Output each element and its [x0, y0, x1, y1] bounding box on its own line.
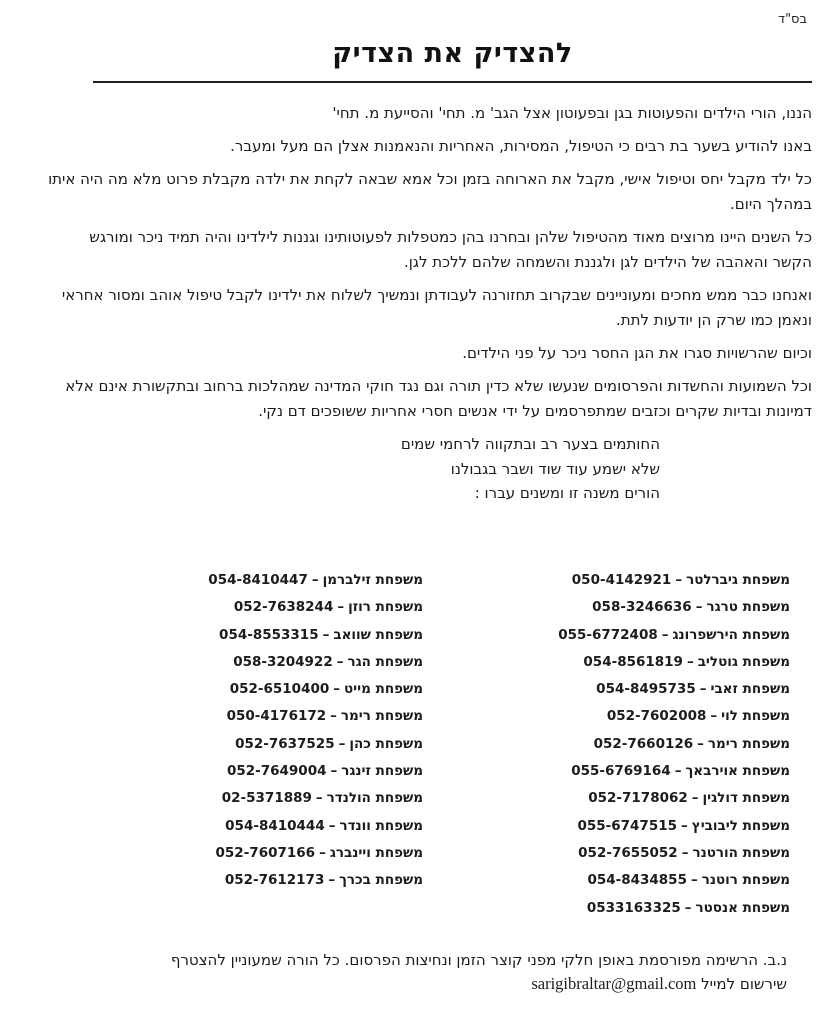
separator-dash: –	[338, 735, 346, 752]
family-name: משפחת רוזן	[348, 599, 423, 616]
family-entry	[558, 813, 790, 840]
family-phone: 052-7612173	[224, 872, 325, 889]
family-entry	[208, 758, 423, 785]
family-name: משפחת מייט	[344, 681, 423, 698]
family-name: משפחת לוי	[721, 708, 790, 725]
bsd-header: בס"ד	[777, 12, 807, 27]
family-phone: 054-8553315	[219, 626, 319, 643]
family-phone: 054-8410447	[208, 572, 308, 588]
family-phone: 050-4176172	[226, 708, 327, 725]
family-entry	[208, 703, 423, 730]
separator-dash: –	[697, 735, 704, 752]
signature-block	[45, 432, 812, 506]
family-phone: 054-8410444	[225, 817, 325, 834]
separator-dash: –	[681, 844, 689, 861]
family-phone: 058-3204922	[233, 653, 333, 670]
separator-dash: –	[322, 626, 330, 643]
family-entry	[558, 703, 790, 730]
separator-dash: –	[337, 599, 345, 616]
document-header	[93, 36, 812, 83]
families-list	[0, 567, 840, 927]
letter-paragraph: ואנחנו כבר ממש מחכים ומעוניינים שבקרוב תחזורנה לעבודתן ונמשיך לשלוח את ילדינו לקבל טיפול אוהב ומסור אחראי ונאמן כמו שרק הן יודעות לתת.	[61, 286, 812, 329]
family-name: משפחת שוואב	[333, 626, 423, 643]
family-entry	[558, 840, 790, 867]
paragraphs-section	[45, 101, 812, 424]
separator-dash: –	[336, 653, 344, 670]
separator-dash: –	[710, 708, 718, 725]
letter-paragraph: הננו, הורי הילדים והפעוטות בגן ובפעוטון אצל הגב' מ. תחי' והסייעת מ. תחי'	[332, 104, 812, 122]
family-name: משפחת רוטנר	[701, 872, 790, 889]
family-phone: 054-8495735	[596, 681, 696, 698]
letter-paragraph: וכיום שהרשויות סגרו את הגן החסר ניכר על פני הילדים.	[462, 344, 812, 362]
family-phone: 050-4142921	[571, 572, 672, 588]
family-name: משפחת הגר	[347, 653, 423, 670]
separator-dash: –	[328, 872, 336, 889]
family-entry	[208, 594, 423, 621]
family-phone: 055-6747515	[577, 817, 678, 834]
family-entry	[558, 867, 790, 894]
family-entry	[208, 567, 423, 594]
separator-dash: –	[675, 572, 683, 588]
family-entry	[208, 813, 423, 840]
separator-dash: –	[328, 817, 336, 834]
footer-line1: נ.ב. הרשימה מפורסמת באופן חלקי מפני קוצר הזמן ונחיצות הפרסום. כל הורה שמעוניין להצטרף	[170, 951, 787, 969]
separator-dash: –	[674, 763, 682, 780]
family-entry	[208, 867, 423, 894]
family-entry	[558, 567, 790, 594]
families-column-left	[208, 567, 423, 895]
separator-dash: –	[691, 790, 699, 807]
separator-dash: –	[695, 599, 703, 616]
family-entry	[558, 649, 790, 676]
family-phone: 054-8434855	[587, 872, 687, 889]
family-name: משפחת הולנדר	[326, 790, 423, 807]
family-name: משפחת דולגין	[702, 790, 790, 807]
signature-line: שלא ישמע עוד שוד ושבר בגבולנו	[450, 459, 660, 478]
family-entry	[558, 622, 790, 649]
families-column-right	[558, 567, 790, 922]
family-phone: 054-8561819	[583, 653, 683, 670]
family-entry	[558, 895, 790, 922]
separator-dash: –	[333, 681, 341, 698]
family-name: משפחת זינגר	[341, 763, 423, 780]
family-name: משפחת וונדר	[339, 817, 423, 834]
family-name: משפחת זאבי	[710, 681, 790, 698]
separator-dash: –	[330, 763, 338, 780]
family-phone: 02-5371889	[221, 790, 312, 807]
family-name: משפחת גיברלטר	[686, 572, 790, 588]
footer-line2	[40, 972, 787, 996]
family-phone: 052-7637525	[235, 735, 335, 752]
family-entry	[558, 676, 790, 703]
family-name: משפחת כהן	[349, 735, 423, 752]
letter-body	[45, 101, 812, 506]
signature-line: הורים משנה זו ומשנים עברו :	[474, 484, 660, 502]
separator-dash: –	[684, 899, 692, 916]
family-name: משפחת ליבוביץ	[691, 817, 790, 834]
family-name: משפחת טרגר	[706, 599, 790, 616]
family-name: משפחת הירשפרונג	[672, 626, 790, 643]
signature-line: החותמים בצער רב ובתקווה לרחמי שמים	[400, 435, 660, 453]
separator-dash: –	[330, 708, 337, 725]
family-name: משפחת בכרך	[339, 872, 423, 889]
letter-paragraph: וכל השמועות והחשדות והפרסומים שנעשו שלא כדין תורה וגם נגד חוקי המדינה שמהלכות ברחוב ובתקשורת אינם אלא דמיונות ובדיות שקרים וכזבים שמתפרסמים על ידי אנשים חסרי אחריות ששופכים דם נקי.	[65, 377, 812, 420]
family-phone: 052-7649004	[226, 763, 327, 780]
footer-note	[40, 949, 787, 996]
separator-dash: –	[681, 817, 688, 834]
family-phone: 055-6769164	[571, 763, 671, 780]
family-name: משפחת ויינברג	[329, 844, 423, 861]
separator-dash: –	[686, 653, 694, 670]
family-entry	[208, 731, 423, 758]
family-phone: 0533163325	[586, 899, 681, 916]
separator-dash: –	[315, 790, 323, 807]
family-name: משפחת אנסטר	[695, 899, 790, 916]
family-name: משפחת רימר	[340, 708, 423, 725]
separator-dash: –	[690, 872, 698, 889]
family-phone: 052-7602008	[606, 708, 707, 725]
footer-register-text: שירשום למייל	[701, 975, 787, 993]
family-phone: 055-6772408	[558, 626, 658, 643]
family-name: משפחת גוטליב	[697, 653, 790, 670]
family-entry	[208, 649, 423, 676]
family-entry	[558, 731, 790, 758]
letter-paragraph: כל ילד מקבל יחס וטיפול אישי, מקבל את הארוחה בזמן וכל אמא שבאה לקחת את ילדה מקבלת פרוט מלא מה היה איתו במהלך היום.	[48, 170, 812, 213]
family-name: משפחת זילברמן	[322, 572, 423, 588]
separator-dash: –	[699, 681, 707, 698]
family-phone: 052-7660126	[593, 735, 694, 752]
family-entry	[208, 622, 423, 649]
footer-email: sarigibraltar@gmail.com	[531, 974, 697, 993]
letter-paragraph: כל השנים היינו מרוצים מאוד מהטיפול שלהן ובחרנו בהן כמטפלות לפעוטותינו וגננות לילדינו והיה תמיד ניכר ומורגש הקשר והאהבה של הילדים לגן ולגננת והשמחה שלהם ללכת לגן.	[89, 228, 812, 271]
family-phone: 052-7655052	[578, 844, 678, 861]
family-entry	[558, 594, 790, 621]
family-phone: 052-6510400	[229, 681, 330, 698]
family-name: משפחת אוירבאך	[685, 763, 790, 780]
family-entry	[208, 676, 423, 703]
separator-dash: –	[319, 844, 326, 861]
family-entry	[558, 785, 790, 812]
family-phone: 052-7178062	[588, 790, 688, 807]
family-name: משפחת רימר	[707, 735, 790, 752]
family-entry	[208, 785, 423, 812]
separator-dash: –	[311, 572, 319, 588]
separator-dash: –	[661, 626, 669, 643]
letter-paragraph: באנו להודיע בשער בת רבים כי הטיפול, המסירות, האחריות והנאמנות אצלן הם מעל ומעבר.	[230, 137, 812, 155]
family-entry	[558, 758, 790, 785]
family-phone: 052-7607166	[215, 844, 316, 861]
page-title: להצדיק את הצדיק	[332, 38, 573, 69]
family-phone: 052-7638244	[233, 599, 334, 616]
family-name: משפחת הורטנר	[692, 844, 790, 861]
family-entry	[208, 840, 423, 867]
family-phone: 058-3246636	[592, 599, 692, 616]
